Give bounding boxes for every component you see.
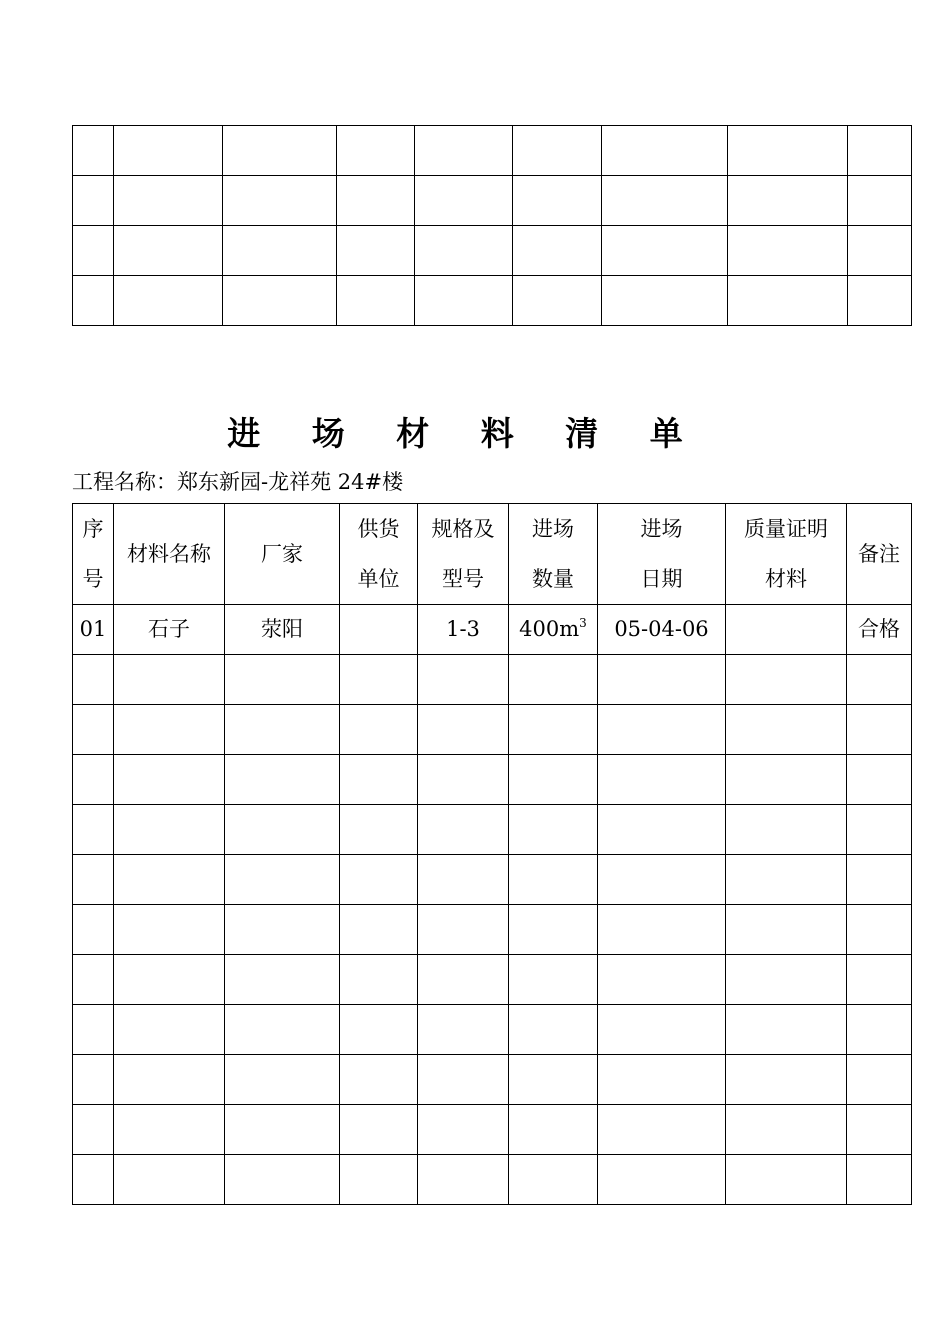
- header-manufacturer: 厂家: [225, 504, 340, 605]
- table-row: [73, 226, 912, 276]
- cell-material-name: 石子: [114, 605, 225, 655]
- project-name: 工程名称：郑东新园-龙祥苑 24#楼: [72, 470, 404, 494]
- header-material-name: 材料名称: [114, 504, 225, 605]
- table-row: [73, 655, 912, 705]
- table-row: [73, 1155, 912, 1205]
- table-row: [73, 955, 912, 1005]
- cell-spec: 1-3: [418, 605, 509, 655]
- document-title: 进 场 材 料 清 单: [227, 414, 703, 453]
- previous-table: [72, 125, 912, 326]
- header-certificate: 质量证明 材料: [726, 504, 847, 605]
- table-row: [73, 755, 912, 805]
- cell-certificate: [726, 605, 847, 655]
- header-quantity: 进场 数量: [509, 504, 598, 605]
- header-seq: 序 号: [73, 504, 114, 605]
- cell-seq: 01: [73, 605, 114, 655]
- table-row: [73, 176, 912, 226]
- table-row: [73, 805, 912, 855]
- table-row: [73, 1055, 912, 1105]
- materials-table: [72, 503, 912, 1205]
- table-row: [73, 276, 912, 326]
- cell-manufacturer: 荥阳: [225, 605, 340, 655]
- header-supplier: 供货 单位: [340, 504, 418, 605]
- cell-date: 05-04-06: [598, 605, 726, 655]
- header-spec: 规格及 型号: [418, 504, 509, 605]
- unit-exponent: 3: [579, 616, 587, 630]
- table-row: [73, 855, 912, 905]
- table-row: [73, 126, 912, 176]
- table-row: [73, 905, 912, 955]
- cell-supplier: [340, 605, 418, 655]
- header-remark: 备注: [847, 504, 912, 605]
- cell-quantity: $400m^3$: [509, 605, 598, 655]
- cell-remark: 合格: [847, 605, 912, 655]
- table-header-row: [73, 504, 912, 605]
- header-date: 进场 日期: [598, 504, 726, 605]
- table-row: [73, 1005, 912, 1055]
- table-row: [73, 605, 912, 655]
- table-row: [73, 705, 912, 755]
- table-row: [73, 1105, 912, 1155]
